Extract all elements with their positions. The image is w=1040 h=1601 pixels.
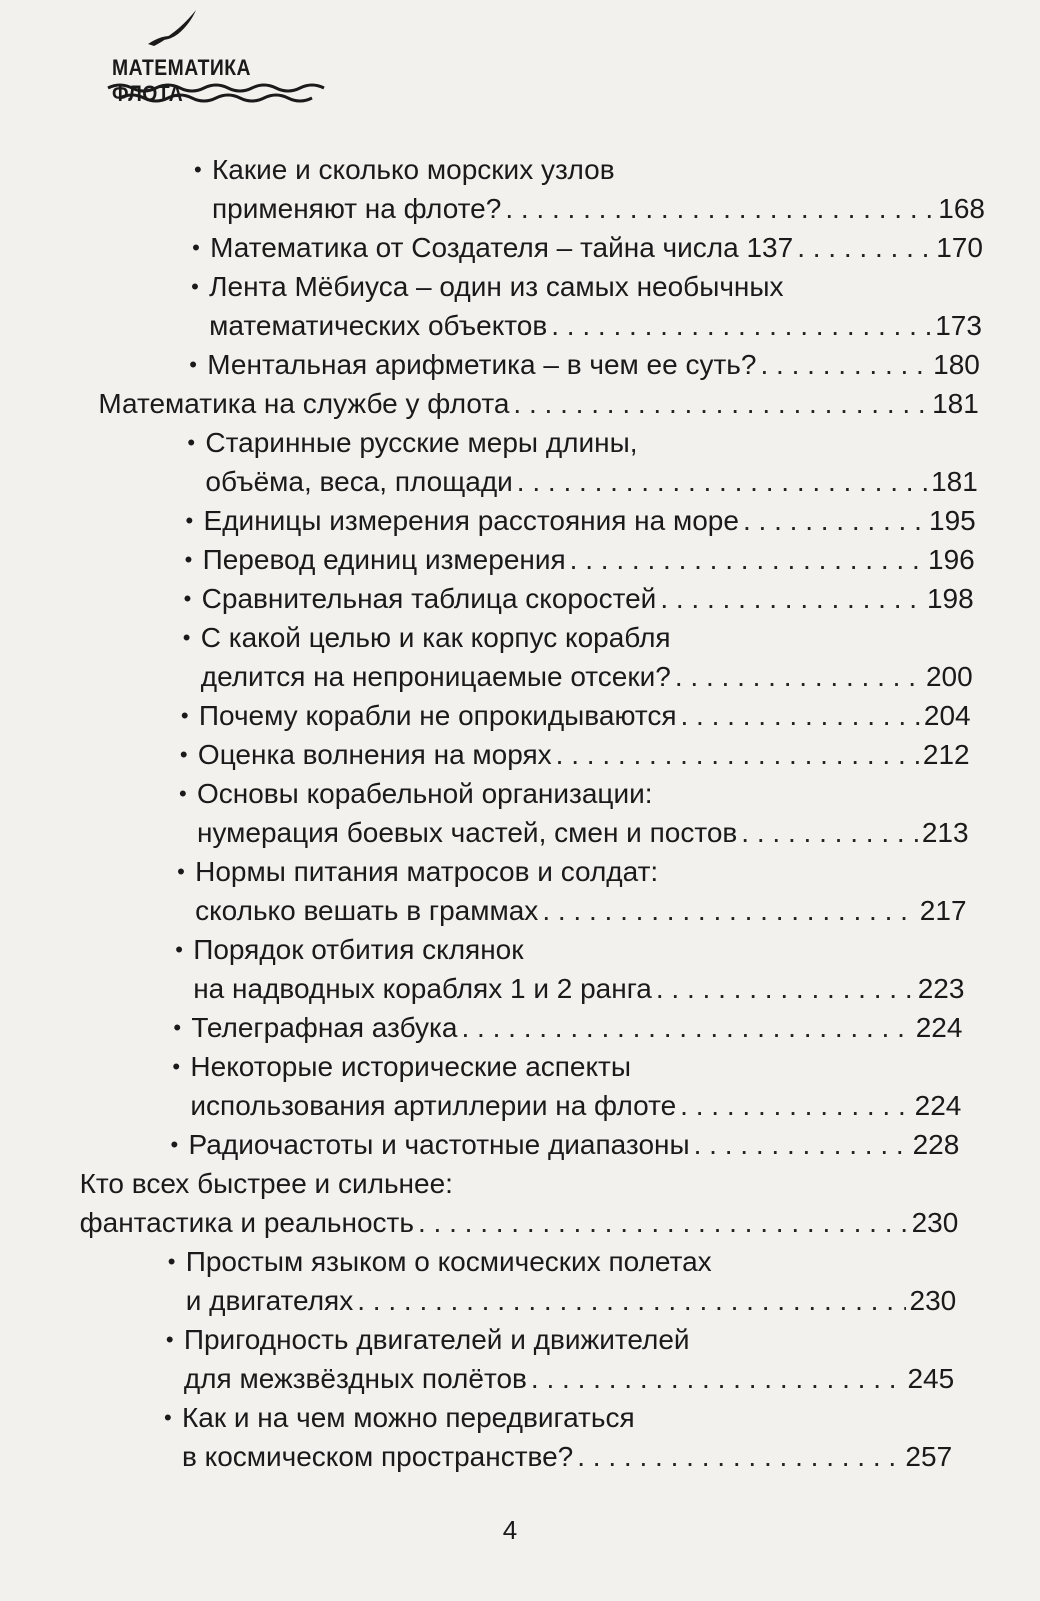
toc-entry-title: Перевод единиц измерения bbox=[202, 544, 566, 575]
dot-leader bbox=[552, 735, 920, 774]
toc-entry bbox=[187, 423, 978, 501]
toc-entry-page: 168 bbox=[938, 193, 985, 224]
toc-entry-title: Ментальная арифметика – в чем ее суть? bbox=[207, 349, 757, 380]
toc-entry-page: 217 bbox=[919, 895, 967, 926]
toc-entry-page: 230 bbox=[909, 1285, 957, 1316]
toc-entry bbox=[180, 696, 971, 735]
dot-leader bbox=[538, 891, 916, 930]
toc-entry-title: и двигателях bbox=[185, 1285, 354, 1316]
toc-entry-title: математических объектов bbox=[209, 310, 548, 341]
toc-entry-title: применяют на флоте? bbox=[212, 193, 502, 224]
dot-leader bbox=[656, 579, 923, 618]
toc-entry bbox=[192, 228, 983, 267]
toc-entry-title: использования артиллерии на флоте bbox=[190, 1090, 677, 1121]
toc-entry-title: Лента Мёбиуса – один из самых необычных bbox=[209, 271, 784, 302]
dot-leader bbox=[457, 1008, 912, 1047]
toc-entry-title: Пригодность двигателей и движителей bbox=[183, 1324, 690, 1355]
toc-entry-title: С какой целью и как корпус корабля bbox=[200, 622, 671, 653]
toc-entry-page: 212 bbox=[922, 739, 970, 770]
dot-leader bbox=[509, 384, 928, 423]
toc-entry bbox=[189, 345, 980, 384]
toc-entry bbox=[170, 1125, 960, 1164]
bullet-icon: • bbox=[189, 352, 197, 377]
dot-leader bbox=[527, 1359, 904, 1398]
bullet-icon: • bbox=[177, 859, 185, 884]
bullet-icon: • bbox=[184, 547, 193, 572]
bullet-icon: • bbox=[170, 1132, 179, 1157]
toc-entry-page: 224 bbox=[914, 1090, 962, 1121]
toc-entry-title: в космическом пространстве? bbox=[181, 1441, 574, 1472]
bullet-icon: • bbox=[167, 1249, 176, 1274]
bullet-icon: • bbox=[165, 1327, 174, 1352]
toc-entry-title: нумерация боевых частей, смен и постов bbox=[196, 817, 738, 848]
toc-entry-title: Телеграфная азбука bbox=[191, 1012, 458, 1043]
bullet-icon: • bbox=[179, 742, 188, 767]
toc-entry-page: 204 bbox=[923, 700, 971, 731]
toc-entry-page: 228 bbox=[912, 1129, 960, 1160]
toc-entry bbox=[175, 930, 965, 1008]
toc-entry-title: Простым языком о космических полетах bbox=[185, 1246, 712, 1277]
bullet-icon: • bbox=[172, 1054, 181, 1079]
dot-leader bbox=[737, 813, 918, 852]
toc-entry bbox=[98, 384, 978, 423]
toc-entry-title: Почему корабли не опрокидываются bbox=[198, 700, 677, 731]
toc-entry-title: делится на непроницаемые отсеки? bbox=[200, 661, 671, 692]
toc-entry-page: 173 bbox=[935, 310, 982, 341]
dot-leader bbox=[566, 540, 925, 579]
dot-leader bbox=[793, 228, 933, 267]
bullet-icon: • bbox=[173, 1015, 182, 1040]
toc-entry-page: 181 bbox=[932, 388, 979, 419]
bullet-icon: • bbox=[185, 508, 194, 533]
dot-leader bbox=[414, 1203, 908, 1242]
toc-entry bbox=[167, 1242, 957, 1320]
toc-entry-title: Некоторые исторические аспекты bbox=[190, 1051, 632, 1082]
toc-entry-title: фантастика и реальность bbox=[79, 1207, 414, 1238]
toc-entry bbox=[173, 1008, 963, 1047]
toc-entry bbox=[182, 618, 973, 696]
toc-entry bbox=[80, 1164, 959, 1242]
toc-entry-page: 257 bbox=[905, 1441, 953, 1472]
toc-entry bbox=[184, 540, 975, 579]
dot-leader bbox=[652, 969, 915, 1008]
toc-entry-title: Какие и сколько морских узлов bbox=[212, 154, 615, 185]
dot-leader bbox=[671, 657, 923, 696]
bullet-icon: • bbox=[191, 274, 199, 299]
bullet-icon: • bbox=[192, 235, 200, 260]
bullet-icon: • bbox=[175, 937, 183, 962]
dot-leader bbox=[573, 1437, 902, 1476]
toc-entry bbox=[163, 1398, 953, 1476]
toc-entry-title: Основы корабельной организации: bbox=[196, 778, 653, 809]
dot-leader bbox=[677, 696, 921, 735]
toc-entry-title: Порядок отбития склянок bbox=[193, 934, 524, 965]
dot-leader bbox=[513, 462, 928, 501]
toc-entry-title: Оценка волнения на морях bbox=[197, 739, 552, 770]
toc-entry-title: объёма, веса, площади bbox=[205, 466, 513, 497]
toc-entry bbox=[172, 1047, 962, 1125]
dot-leader bbox=[739, 501, 926, 540]
toc-entry bbox=[194, 150, 985, 228]
toc-entry-title: Кто всех быстрее и сильнее: bbox=[79, 1168, 453, 1199]
dot-leader bbox=[756, 345, 929, 384]
toc-entry-page: 230 bbox=[911, 1207, 959, 1238]
toc-entry-title: Математика от Создателя – тайна числа 137 bbox=[210, 232, 794, 263]
page-number: 4 bbox=[502, 1515, 518, 1545]
bullet-icon: • bbox=[180, 703, 189, 728]
toc-entry-title: для межзвёздных полётов bbox=[183, 1363, 527, 1394]
bullet-icon: • bbox=[163, 1405, 172, 1430]
toc-entry-title: Математика на службе у флота bbox=[98, 388, 510, 419]
dot-leader bbox=[353, 1281, 906, 1320]
toc-entry-title: Сравнительная таблица скоростей bbox=[201, 583, 657, 614]
toc-entry bbox=[185, 501, 976, 540]
bullet-icon: • bbox=[187, 430, 196, 455]
toc-entry-page: 180 bbox=[933, 349, 980, 380]
bullet-icon: • bbox=[194, 157, 202, 182]
bullet-icon: • bbox=[178, 781, 187, 806]
dot-leader bbox=[501, 189, 935, 228]
toc-entry-page: 198 bbox=[926, 583, 974, 614]
toc-entry bbox=[165, 1320, 955, 1398]
toc-entry-title: Как и на чем можно передвигаться bbox=[181, 1402, 635, 1433]
toc-entry-page: 213 bbox=[921, 817, 969, 848]
toc-entry-title: Единицы измерения расстояния на море bbox=[203, 505, 739, 536]
toc-entry-page: 196 bbox=[928, 544, 975, 575]
toc-entry-page: 245 bbox=[907, 1363, 955, 1394]
dot-leader bbox=[676, 1086, 911, 1125]
dot-leader bbox=[547, 306, 932, 345]
toc-entry-title: на надводных кораблях 1 и 2 ранга bbox=[193, 973, 652, 1004]
toc-entry-page: 224 bbox=[915, 1012, 963, 1043]
toc-entry bbox=[183, 579, 974, 618]
toc-entry-title: Старинные русские меры длины, bbox=[205, 427, 638, 458]
toc-entry bbox=[178, 774, 969, 852]
toc-entry bbox=[179, 735, 970, 774]
toc-entry bbox=[191, 267, 982, 345]
running-header-title: МАТЕМАТИКА ФЛОТА bbox=[112, 55, 251, 106]
dot-leader bbox=[690, 1125, 910, 1164]
bullet-icon: • bbox=[183, 586, 192, 611]
toc-entry-page: 170 bbox=[936, 232, 983, 263]
toc-entry-page: 181 bbox=[931, 466, 978, 497]
toc-entry-page: 200 bbox=[925, 661, 973, 692]
toc-entry-page: 223 bbox=[917, 973, 965, 1004]
toc-entry-title: Нормы питания матросов и солдат: bbox=[195, 856, 659, 887]
toc-entry-page: 195 bbox=[929, 505, 976, 536]
toc-entry bbox=[177, 852, 967, 930]
toc-entry-title: сколько вешать в граммах bbox=[195, 895, 539, 926]
bullet-icon: • bbox=[182, 625, 191, 650]
toc-entry-title: Радиочастоты и частотные диапазоны bbox=[188, 1129, 690, 1160]
